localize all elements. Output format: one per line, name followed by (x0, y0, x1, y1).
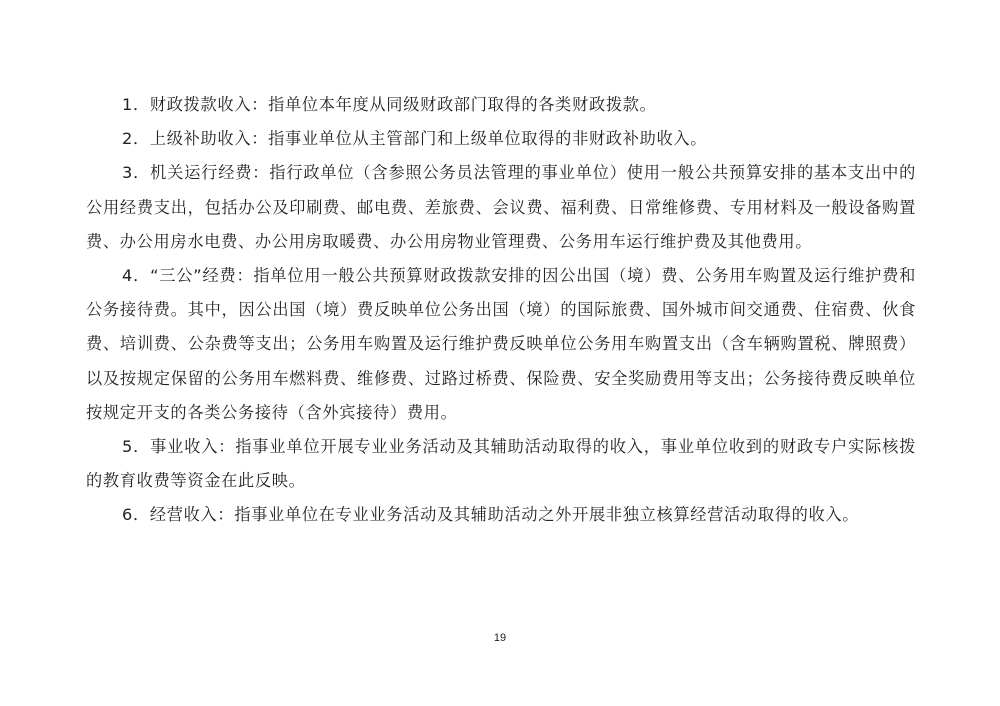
paragraph-agency-operating-expenses: 3．机关运行经费：指行政单位（含参照公务员法管理的事业单位）使用一般公共预算安排的基本支出中的公用经费支出，包括办公及印刷费、邮电费、差旅费、会议费、福利费、日常维修费、专用材料及一般设备购置费、办公用房水电费、办公用房取暖费、办公用房物业管理费、公务用车运行维护费及其他费用。 (86, 163, 916, 251)
paragraph-business-income: 5．事业收入：指事业单位开展专业业务活动及其辅助活动取得的收入，事业单位收到的财政专户实际核拨的教育收费等资金在此反映。 (86, 437, 916, 491)
paragraph-fiscal-appropriation-income: 1．财政拨款收入：指单位本年度从同级财政部门取得的各类财政拨款。 (122, 95, 657, 114)
paragraph-superior-subsidy-income: 2．上级补助收入：指事业单位从主管部门和上级单位取得的非财政补助收入。 (122, 129, 708, 149)
paragraph-operating-income: 6．经营收入：指事业单位在专业业务活动及其辅助活动之外开展非独立核算经营活动取得的收入。 (122, 505, 860, 525)
page-number: 19 (493, 632, 507, 644)
body-text (86, 88, 916, 533)
paragraph-three-public-expenses: 4．“三公”经费：指单位用一般公共预算财政拨款安排的因公出国（境）费、公务用车购置及运行维护费和公务接待费。其中，因公出国（境）费反映单位公务出国（境）的国际旅费、国外城市间交通费、住宿费、伙食费、培训费、公杂费等支出；公务用车购置及运行维护费反映单位公务用车购置支出（含车辆购置税、牌照费）以及按规定保留的公务用车燃料费、维修费、过路过桥费、保险费、安全奖励费用等支出；公务接待费反映单位按规定开支的各类公务接待（含外宾接待）费用。 (86, 266, 916, 422)
